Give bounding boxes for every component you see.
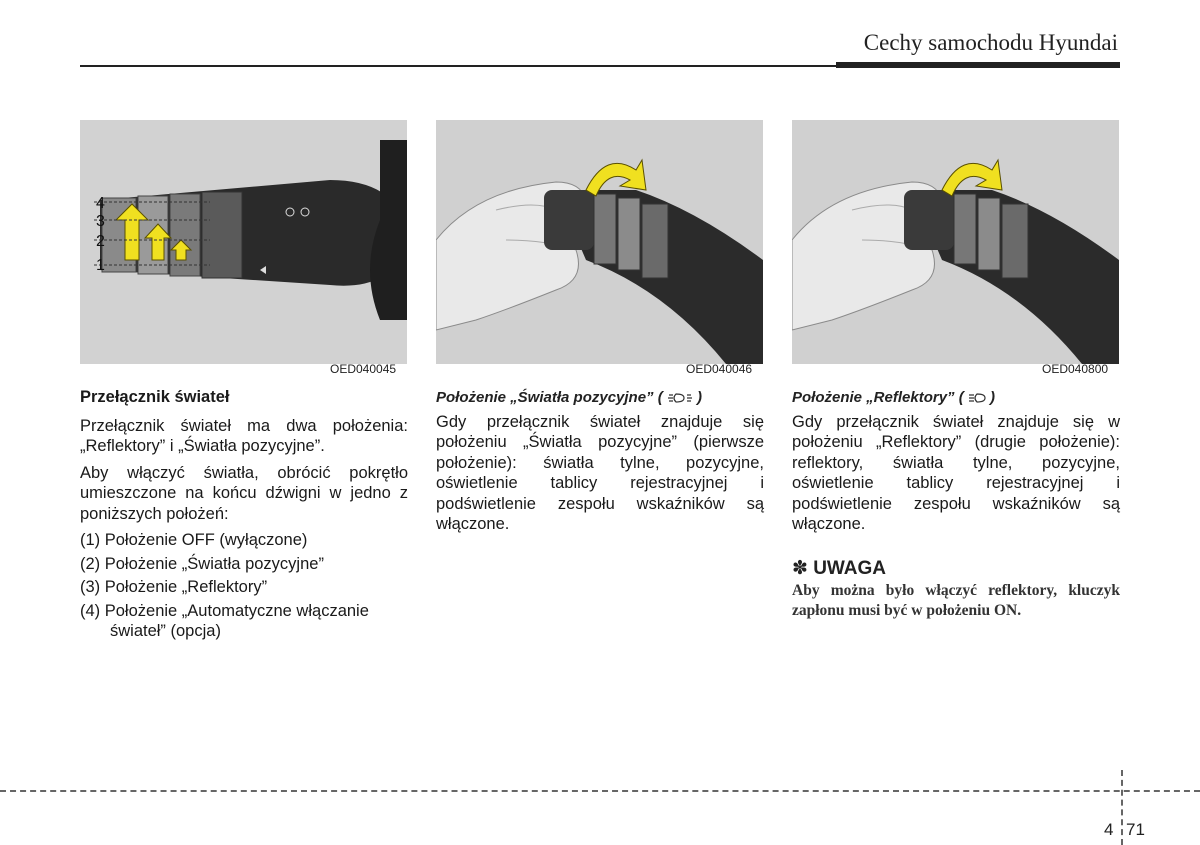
paragraph: Aby włączyć światła, obrócić pokrętło umieszczone na końcu dźwigni w jedno z poniższych położeń: — [80, 463, 408, 523]
footer-divider — [1121, 770, 1123, 845]
positions-list — [80, 530, 408, 642]
list-item: (1) Położenie OFF (wyłączone) — [80, 531, 308, 549]
subsection-title — [436, 388, 764, 409]
header-title: Cechy samochodu Hyundai — [863, 30, 1118, 55]
column-1 — [80, 387, 408, 645]
figure-parking-lights — [436, 120, 763, 364]
chapter-number: 4 — [1104, 820, 1114, 839]
section-title: Przełącznik świateł — [80, 388, 230, 406]
parking-light-icon — [667, 392, 693, 404]
header-rule — [80, 65, 838, 67]
list-item: (3) Położenie „Reflektory” — [80, 578, 268, 596]
footer-rule — [0, 790, 1200, 792]
subsection-title-end: ) — [692, 389, 703, 406]
position-label-4: 4 — [96, 195, 105, 212]
figure-headlights — [792, 120, 1119, 364]
note-title-text: UWAGA — [813, 557, 887, 579]
figure-code: OED040045 — [330, 362, 397, 376]
subsection-title-end: ) — [985, 389, 996, 406]
header-rule-accent — [836, 62, 1120, 68]
subsection-title-text: Położenie „Światła pozycyjne” ( — [436, 389, 667, 406]
note-mark-icon: ✽ — [792, 557, 808, 579]
paragraph: Przełącznik świateł ma dwa położenia: „Reflektory” i „Światła pozycyjne”. — [80, 416, 408, 455]
subsection-title — [792, 388, 1120, 409]
subsection-title-text: Położenie „Reflektory” ( — [792, 389, 968, 406]
list-item: (2) Położenie „Światła pozycyjne” — [80, 554, 324, 573]
figure-light-switch-positions — [80, 120, 407, 364]
headlight-icon — [968, 392, 986, 404]
parking-lights-illustration — [436, 120, 763, 364]
position-label-1: 1 — [96, 257, 105, 274]
light-switch-illustration — [80, 120, 407, 364]
position-label-2: 2 — [96, 233, 105, 250]
note-title — [792, 559, 1120, 580]
list-item: (4) Położenie „Automatyczne włączanie świateł” (opcja) — [80, 601, 369, 640]
page-number: 71 — [1126, 820, 1145, 839]
paragraph: Gdy przełącznik świateł znajduje się w położeniu „Reflektory” (drugie położenie): reflektory, światła tylne, pozycyjne, oświetlenie tablicy rejestracyjnej i podświetlenie zespołu wskaźników są włączone. — [792, 412, 1120, 533]
position-label-3: 3 — [96, 213, 105, 230]
paragraph: Gdy przełącznik świateł znajduje się położeniu „Światła pozycyjne” (pierwsze położenie): światła tylne, pozycyjne, oświetlenie tablicy rejestracyjnej i podświetlenie zespołu wskaźników są włączone. — [436, 412, 764, 533]
note-body: Aby można było włączyć reflektory, kluczyk zapłonu musi być w położeniu ON. — [792, 582, 1120, 619]
column-2 — [436, 388, 764, 541]
figure-code: OED040800 — [1042, 362, 1109, 376]
column-3 — [792, 388, 1120, 620]
headlights-illustration — [792, 120, 1119, 364]
figure-code: OED040046 — [686, 362, 753, 376]
